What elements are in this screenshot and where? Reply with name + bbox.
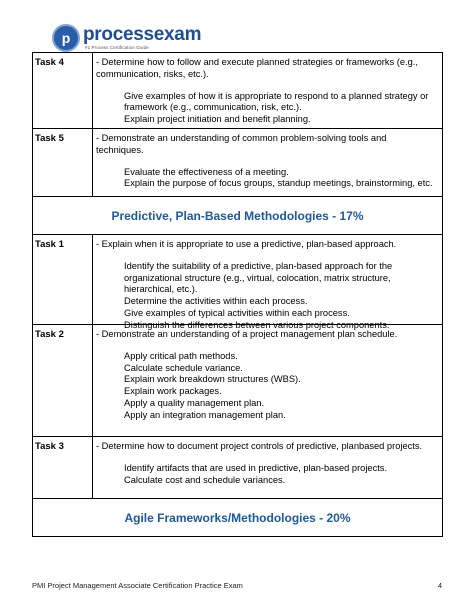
- objectives-table: [32, 52, 443, 537]
- enabler-item: Calculate schedule variance.: [124, 362, 243, 373]
- enabler-list: [124, 261, 436, 332]
- task-label: Task 5: [35, 133, 64, 144]
- task-description-cell: [94, 437, 442, 486]
- enabler-list: [124, 463, 436, 487]
- page-number: 4: [437, 581, 442, 590]
- task-objective: - Determine how to follow and execute planned strategies or frameworks (e.g., communication, risks, etc.).: [96, 57, 418, 79]
- section-heading: Predictive, Plan-Based Methodologies - 17%: [111, 209, 364, 223]
- enabler-item: Apply an integration management plan.: [124, 409, 286, 420]
- enabler-item: Explain project initiation and benefit planning.: [124, 114, 311, 125]
- task-description-cell: [94, 53, 442, 126]
- task-row: [33, 128, 442, 196]
- enabler-item: Explain work packages.: [124, 386, 222, 397]
- section-heading: Agile Frameworks/Methodologies - 20%: [124, 511, 351, 525]
- logo-wordmark: processexam: [83, 24, 202, 45]
- page-footer: [32, 581, 442, 590]
- task-row: [33, 436, 442, 498]
- enabler-item: Evaluate the effectiveness of a meeting.: [124, 166, 289, 177]
- task-description-cell: [94, 325, 442, 422]
- enabler-list: [124, 351, 436, 422]
- task-label: Task 3: [35, 441, 64, 452]
- enabler-item: Explain work breakdown structures (WBS).: [124, 374, 301, 385]
- task-row: [33, 234, 442, 330]
- enabler-item: Give examples of how it is appropriate to respond to a planned strategy or framework (e.g., communication, risk, etc.).: [124, 90, 429, 113]
- task-cell: [33, 235, 93, 324]
- logo-p-icon: p: [52, 24, 80, 52]
- footer-title: PMI Project Management Associate Certification Practice Exam: [32, 581, 243, 590]
- logo-tagline: #1 Process Certification Guide: [85, 45, 149, 50]
- enabler-item: Identify the suitability of a predictive, plan-based approach for the organizational structure (e.g., virtual, colocation, matrix structure, hierarchical, etc.).: [124, 260, 393, 295]
- task-objective: - Explain when it is appropriate to use a predictive, plan-based approach.: [96, 239, 397, 249]
- task-cell: [33, 325, 93, 436]
- enabler-item: Explain the purpose of focus groups, standup meetings, brainstorming, etc.: [124, 178, 433, 189]
- task-description-cell: [94, 235, 442, 332]
- enabler-item: Calculate cost and schedule variances.: [124, 474, 286, 485]
- task-objective: - Demonstrate an understanding of a project management plan schedule.: [96, 329, 398, 339]
- section-heading-row: [33, 498, 442, 536]
- task-label: Task 2: [35, 329, 64, 340]
- enabler-item: Apply a quality management plan.: [124, 397, 265, 408]
- enabler-item: Give examples of typical activities within each process.: [124, 307, 350, 318]
- enabler-item: Identify artifacts that are used in predictive, plan-based projects.: [124, 462, 388, 473]
- task-row: [33, 324, 442, 436]
- task-objective: - Demonstrate an understanding of common problem-solving tools and techniques.: [96, 133, 387, 155]
- enabler-list: [124, 91, 436, 126]
- task-row: [33, 52, 442, 128]
- enabler-list: [124, 167, 436, 191]
- task-label: Task 4: [35, 57, 64, 68]
- enabler-item: Determine the activities within each process.: [124, 296, 308, 307]
- enabler-item: Distinguish the differences between various project components.: [124, 319, 390, 330]
- task-cell: [33, 129, 93, 196]
- enabler-item: Apply critical path methods.: [124, 350, 238, 361]
- section-heading-row: [33, 196, 442, 234]
- processexam-logo: [52, 24, 202, 54]
- task-cell: [33, 53, 93, 128]
- task-description-cell: [94, 129, 442, 190]
- task-objective: - Determine how to document project controls of predictive, planbased projects.: [96, 441, 423, 451]
- task-cell: [33, 437, 93, 498]
- task-label: Task 1: [35, 239, 64, 250]
